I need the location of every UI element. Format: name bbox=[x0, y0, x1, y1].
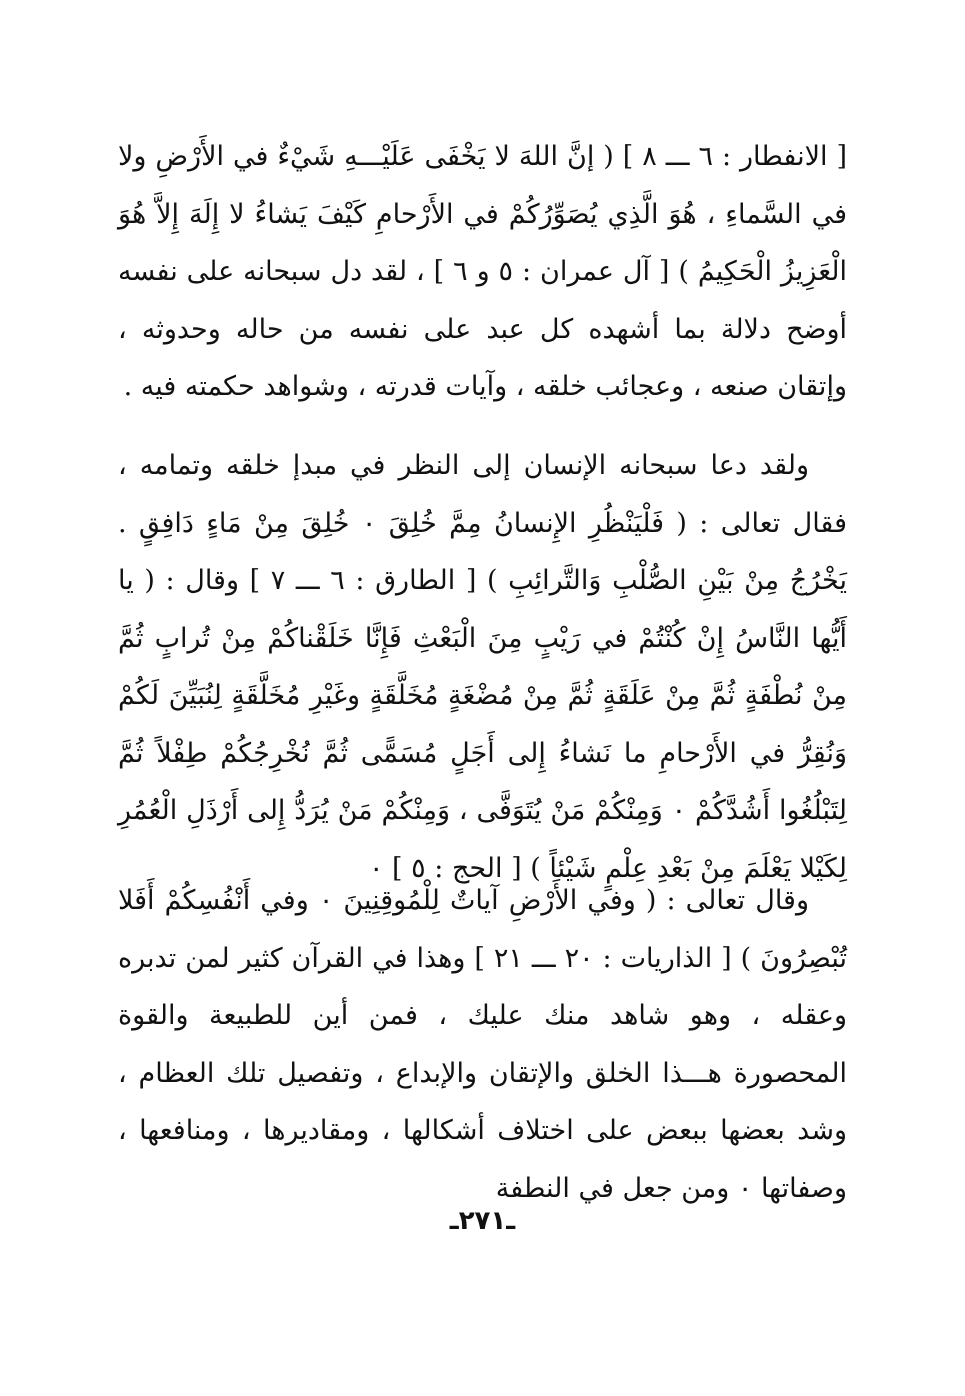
page-number: ـ٢٧١ـ bbox=[449, 1206, 516, 1236]
paragraph-1 bbox=[118, 128, 847, 416]
paragraph-3 bbox=[118, 872, 847, 1217]
paragraph-3-text: وقال تعالى : ( وفي الأَرْضِ آياتٌ لِلْمُوقِنِينَ ٠ وفي أَنْفُسِكُمْ أَفَلا تُبْصِرُونَ ) [ الذاريات : ٢٠ ـــ ٢١ ] وهذا في القرآن كثير لمن تدبره وعقله ، وهو شاهد منك عليك ، فمن أين للطبيعة والقوة المحصورة هـــذا الخلق والإتقان والإبداع ، وتفصيل تلك العظام ، وشد بعضها ببعض على اختلاف أشكالها ، ومقاديرها ، ومنافعها ، وصفاتها ٠ ومن جعل في النطفة bbox=[118, 885, 847, 1204]
paragraph-1-text: [ الانفطار : ٦ ـــ ٨ ] ( إنَّ اللهَ لا يَخْفَى عَلَيْـــهِ شَيْءٌ في الأَرْضِ ولا في السَّماءِ ، هُوَ الَّذِي يُصَوِّرُكُمْ في الأَرْحامِ كَيْفَ يَشاءُ لا إِلَهَ إِلاَّ هُوَ الْعَزِيزُ الْحَكِيمُ ) [ آل عمران : ٥ و ٦ ] ، لقد دل سبحانه على نفسه أوضح دلالة بما أشهده كل عبد على نفسه من حاله وحدوثه ، وإتقان صنعه ، وعجائب خلقه ، وآيات قدرته ، وشواهد حكمته فيه . bbox=[118, 141, 847, 402]
paragraph-2-text: ولقد دعا سبحانه الإنسان إلى النظر في مبدإ خلقه وتمامه ، فقال تعالى : ( فَلْيَنْظُرِ الإِنسانُ مِمَّ خُلِقَ ٠ خُلِقَ مِنْ مَاءٍ دَافِقٍ . يَخْرُجُ مِنْ بَيْنِ الصُّلْبِ وَالتَّرائِبِ ) [ الطارق : ٦ ـــ ٧ ] وقال : ( يا أَيُّها النَّاسُ إِنْ كُنْتُمْ في رَيْبٍ مِنَ الْبَعْثِ فَإِنَّا خَلَقْناكُمْ مِنْ تُرابٍ ثُمَّ مِنْ نُطْفَةٍ ثُمَّ مِنْ عَلَقَةٍ ثُمَّ مِنْ مُضْغَةٍ مُخَلَّقَةٍ وغَيْرِ مُخَلَّقَةٍ لِنُبَيِّنَ لَكُمْ وَنُقِرُّ في الأَرْحامِ ما نَشاءُ إِلى أَجَلٍ مُسَمًّى ثُمَّ نُخْرِجُكُمْ طِفْلاً ثُمَّ لِتَبْلُغُوا أَشُدَّكُمْ ٠ وَمِنْكُمْ مَنْ يُتَوَفَّى ، وَمِنْكُمْ مَنْ يُرَدُّ إِلى أَرْذَلِ الْعُمُرِ لِكَيْلا يَعْلَمَ مِنْ بَعْدِ عِلْمٍ شَيْئاً ) [ الحج : ٥ ] ٠ bbox=[118, 450, 848, 884]
paragraph-2 bbox=[118, 437, 847, 897]
